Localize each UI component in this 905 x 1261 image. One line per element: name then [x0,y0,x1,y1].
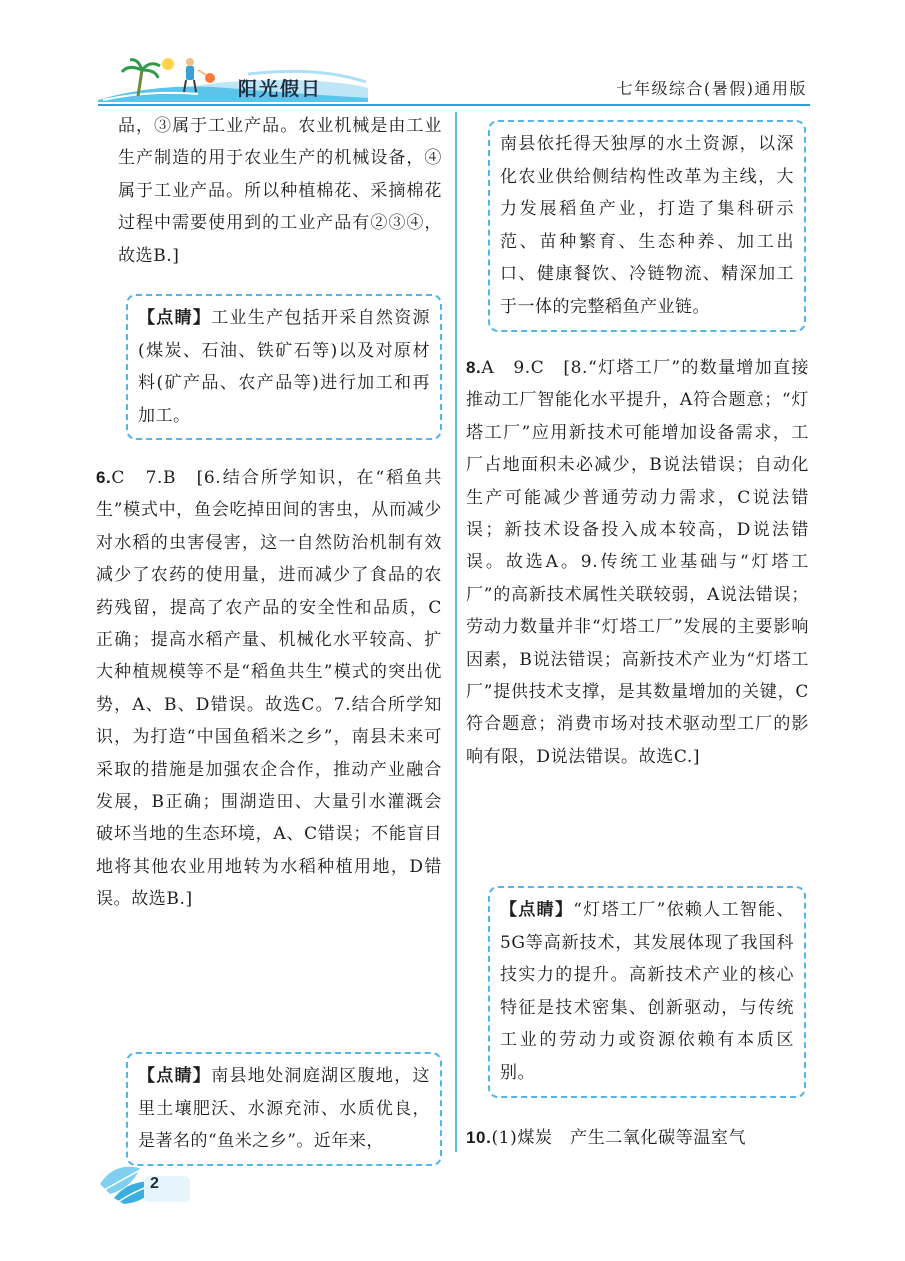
edition-label: 七年级综合(暑假)通用版 [616,79,807,98]
answer-text: A 9.C [8.“灯塔工厂”的数量增加直接推动工厂智能化水平提升，A符合题意；“灯塔工厂”应用新技术可能增加设备需求，工厂占地面积未必减少，B说法错误；自动化生产可能减少普通劳动力需求，C说法错误；新技术设备投入成本较高，D说法错误。故选A。9.传统工业基础与“灯塔工厂”的高新技术属性关联较弱，A说法错误；劳动力数量并非“灯塔工厂”发展的主要影响因素，B说法错误；高新技术产业为“灯塔工厂”提供技术支撑，是其数量增加的关键，C符合题意；消费市场对技术驱动型工厂的影响有限，D说法错误。故选C.] [466,358,809,767]
beach-vacation-icon [98,52,368,102]
column-divider [455,112,457,1152]
note-text: 工业生产包括开采自然资源(煤炭、石油、铁矿石等)以及对原材料(矿产品、农产品等)进行加工和再加工。 [138,308,431,426]
note-box-2 [126,1052,442,1166]
note-text: “灯塔工厂”依赖人工智能、5G等高新技术，其发展体现了我国科技实力的提升。高新技术产业的核心特征是技术密集、创新驱动，与传统工业的劳动力或资源依赖有本质区别。 [500,900,794,1083]
note-tag: 【点睛】 [138,1066,212,1086]
page-header [0,0,905,110]
note-tag: 【点睛】 [138,308,212,328]
note-box-3 [488,886,806,1098]
note-text: 南县地处洞庭湖区腹地，这里土壤肥沃、水源充沛、水质优良，是著名的“鱼米之乡”。近年来， [138,1066,431,1152]
answer-6-7 [96,462,442,916]
blue-leaf-icon [96,1158,196,1208]
answer-paragraph-5: 品，③属于工业产品。农业机械是由工业生产制造的用于农业生产的机械设备，④属于工业产品。所以种植棉花、采摘棉花过程中需要使用到的工业产品有②③④，故选B.] [118,116,442,266]
note-tag: 【点睛】 [500,900,574,920]
answer-text: C 7.B [6.结合所学知识，在“稻鱼共生”模式中，鱼会吃掉田间的害虫，从而减少对水稻的虫害侵害，这一自然防治机制有效减少了农药的使用量，进而减少了食品的农药残留，提高了农产品的安全性和品质，C正确；提高水稻产量、机械化水平较高、扩大种植规模等不是“稻鱼共生”模式的突出优势，A、B、D错误。故选C。7.结合所学知识，为打造“中国鱼稻米之乡”，南县未来可采取的措施是加强农企合作，推动产业融合发展，B正确；围湖造田、大量引水灌溉会破坏当地的生态环境，A、C错误；不能盲目地将其他农业用地转为水稻种植用地，D错误。故选B.] [96,468,442,910]
question-number: 8. [466,358,482,377]
answer-8-9 [466,352,809,773]
note-box-1-continued [488,120,806,332]
note-text: 南县依托得天独厚的水土资源，以深化农业供给侧结构性改革为主线，大力发展稻鱼产业，打造了集科研示范、苗种繁育、生态种养、加工出口、健康餐饮、冷链物流、精深加工于一体的完整稻鱼产业链。 [500,134,794,317]
question-number: 10. [466,1128,492,1147]
header-rule [98,104,810,106]
page-number: 2 [150,1175,159,1192]
answer-text: (1)煤炭 产生二氧化碳等温室气 [491,1128,747,1148]
answer-10 [466,1122,809,1154]
note-box-1 [126,294,442,440]
question-number: 6. [96,468,112,487]
brand-title: 阳光假日 [238,78,323,100]
